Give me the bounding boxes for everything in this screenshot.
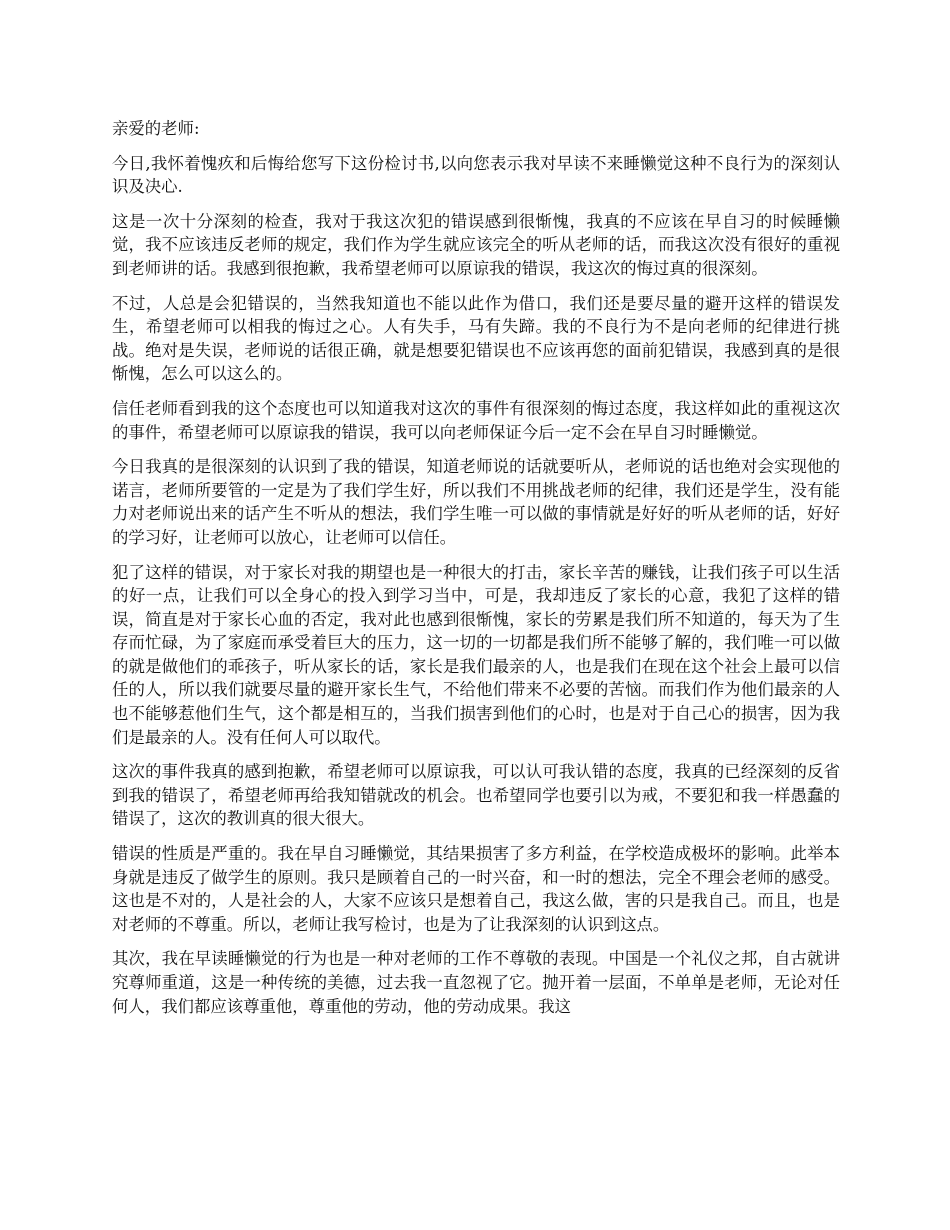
paragraph-6: 犯了这样的错误，对于家长对我的期望也是一种很大的打击，家长辛苦的赚钱，让我们孩子可以生活的好一点，让我们可以全身心的投入到学习当中，可是，我却违反了家长的心意，我犯了这样的错误，简直是对于家长心血的否定，我对此也感到很惭愧，家长的劳累是我们所不知道的，每天为了生存而忙碌，为了家庭而承受着巨大的压力，这一切的一切都是我们所不能够了解的，我们唯一可以做的就是做他们的乖孩子，听从家长的话，家长是我们最亲的人，也是我们在现在这个社会上最可以信任的人，所以我们就要尽量的避开家长生气，不给他们带来不必要的苦恼。而我们作为他们最亲的人也不能够惹他们生气，这个都是相互的，当我们损害到他们的心时，也是对于自己心的损害，因为我们是最亲的人。没有任何人可以取代。 — [112, 562, 840, 747]
paragraph-3: 不过，人总是会犯错误的，当然我知道也不能以此作为借口，我们还是要尽量的避开这样的错误发生，希望老师可以相我的悔过之心。人有失手，马有失蹄。我的不良行为不是向老师的纪律进行挑战。绝对是失误，老师说的话很正确，就是想要犯错误也不应该再您的面前犯错误，我感到真的是很惭愧，怎么可以这么的。 — [112, 293, 840, 384]
letter-salutation: 亲爱的老师: — [112, 119, 200, 138]
paragraph-4: 信任老师看到我的这个态度也可以知道我对这次的事件有很深刻的悔过态度，我这样如此的重视这次的事件，希望老师可以原谅我的错误，我可以向老师保证今后一定不会在早自习时睡懒觉。 — [112, 398, 840, 442]
paragraph-5: 今日我真的是很深刻的认识到了我的错误，知道老师说的话就要听从，老师说的话也绝对会实现他的诺言，老师所要管的一定是为了我们学生好，所以我们不用挑战老师的纪律，我们还是学生，没有能力对老师说出来的话产生不听从的想法，我们学生唯一可以做的事情就是好好的听从老师的话，好好的学习好，让老师可以放心，让老师可以信任。 — [112, 457, 840, 547]
letter-body — [112, 117, 840, 1029]
paragraph-9: 其次，我在早读睡懒觉的行为也是一种对老师的工作不尊敬的表现。中国是一个礼仪之邦，自古就讲究尊师重道，这是一种传统的美德，过去我一直忽视了它。抛开着一层面，不单单是老师，无论对任何人，我们都应该尊重他，尊重他的劳动，他的劳动成果。我这 — [112, 949, 840, 1016]
paragraph-7: 这次的事件我真的感到抱歉，希望老师可以原谅我，可以认可我认错的态度，我真的已经深刻的反省到我的错误了，希望老师再给我知错就改的机会。也希望同学也要引以为戒，不要犯和我一样愚蠢的错误了，这次的教训真的很大很大。 — [112, 762, 840, 829]
paragraph-2: 这是一次十分深刻的检查，我对于我这次犯的错误感到很惭愧，我真的不应该在早自习的时候睡懒觉，我不应该违反老师的规定，我们作为学生就应该完全的听从老师的话，而我这次没有很好的重视到老师讲的话。我感到很抱歉，我希望老师可以原谅我的错误，我这次的悔过真的很深刻。 — [112, 211, 840, 278]
paragraph-1: 今日,我怀着愧疚和后悔给您写下这份检讨书,以向您表示我对早读不来睡懒觉这种不良行为的深刻认识及决心. — [112, 153, 840, 197]
paragraph-8: 错误的性质是严重的。我在早自习睡懒觉，其结果损害了多方利益，在学校造成极坏的影响。此举本身就是违反了做学生的原则。我只是顾着自己的一时兴奋，和一时的想法，完全不理会老师的感受。这也是不对的，人是社会的人，大家不应该只是想着自己，我这么做，害的只是我自己。而且，也是对老师的不尊重。所以，老师让我写检讨，也是为了让我深刻的认识到这点。 — [112, 844, 840, 934]
